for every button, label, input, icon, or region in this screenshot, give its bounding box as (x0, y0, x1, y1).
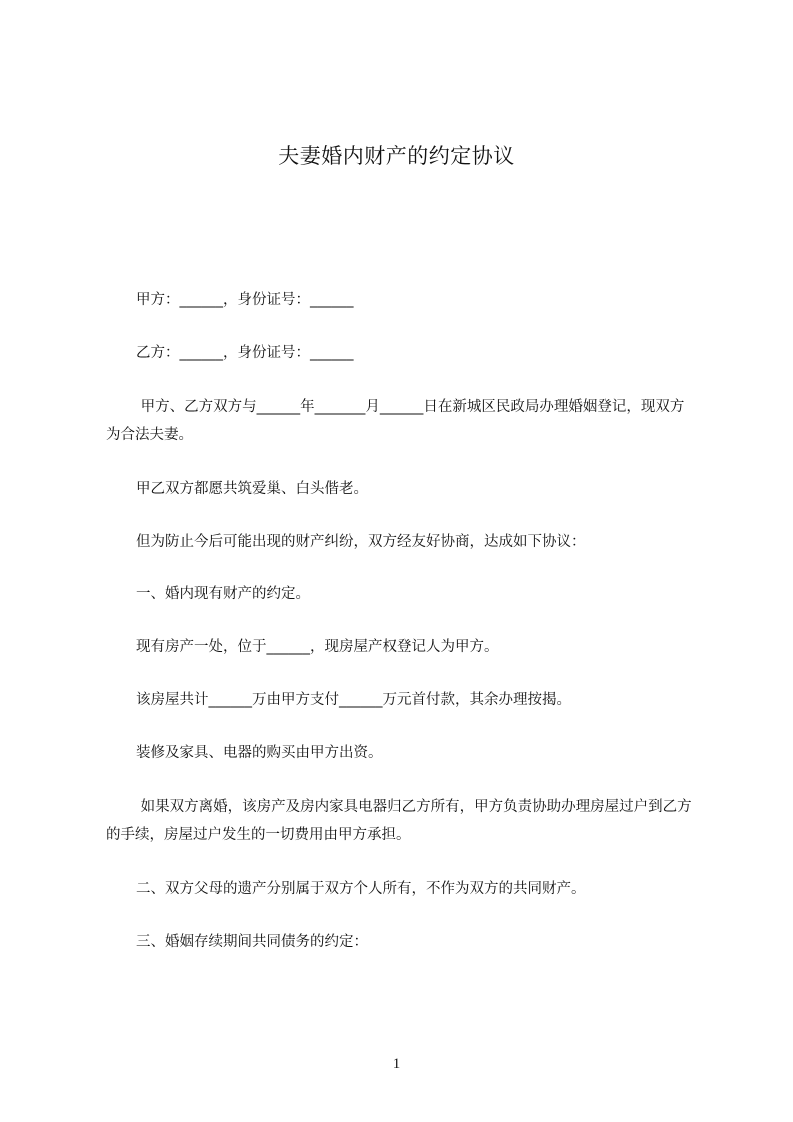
party-b-line: 乙方：______，身份证号：______ (136, 345, 354, 361)
divorce-clause-paragraph: 如果双方离婚，该房产及房内家具电器归乙方所有，甲方负责协助办理房屋过户到乙方的手续，房屋过户发生的一切费用由甲方承担。 (106, 799, 692, 843)
property-location-paragraph: 现有房产一处，位于______，现房屋产权登记人为甲方。 (136, 639, 499, 655)
section-2-paragraph: 二、双方父母的遗产分别属于双方个人所有，不作为双方的共同财产。 (136, 881, 586, 897)
page-number: 1 (392, 1056, 401, 1072)
decoration-paragraph: 装修及家具、电器的购买由甲方出资。 (136, 745, 383, 761)
party-a-line: 甲方：______，身份证号：______ (136, 292, 354, 308)
section-3-heading: 三、婚姻存续期间共同债务的约定： (136, 934, 368, 950)
marriage-registration-paragraph: 甲方、乙方双方与______年_______月______日在新城区民政局办理婚姻登记，现双方为合法夫妻。 (106, 399, 685, 443)
document-title: 夫妻婚内财产的约定协议 (278, 144, 515, 168)
agreement-intro-paragraph: 但为防止今后可能出现的财产纠纷，双方经友好协商，达成如下协议： (136, 534, 586, 550)
property-payment-paragraph: 该房屋共计______万由甲方支付______万元首付款，其余办理按揭。 (136, 692, 571, 708)
intent-paragraph: 甲乙双方都愿共筑爱巢、白头偕老。 (136, 481, 368, 497)
section-1-heading: 一、婚内现有财产的约定。 (136, 586, 310, 602)
